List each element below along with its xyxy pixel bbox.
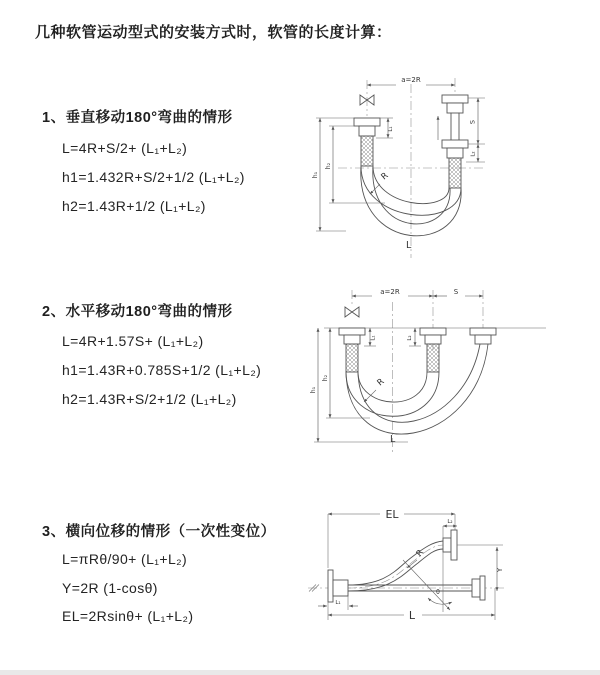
- diagram-horizontal-180-bend: [308, 282, 600, 462]
- section-2-heading: 2、水平移动180°弯曲的情形: [42, 304, 233, 320]
- label-radius-r: R: [414, 547, 427, 559]
- label-length-l: L: [406, 240, 412, 251]
- section-1-formula-h2: h2=1.43R+1/2 (L₁+L₂): [62, 198, 206, 214]
- dimension-lines: [310, 288, 483, 442]
- upper-fitting: [443, 530, 457, 560]
- dim-label-a2r: a=2R: [401, 76, 421, 84]
- curve-labels: [370, 171, 412, 251]
- section-2-formula-h1: h1=1.43R+0.785S+1/2 (L₁+L₂): [62, 362, 262, 378]
- curved-hose-position: [348, 541, 443, 591]
- section-1-heading: 1、垂直移动180°弯曲的情形: [42, 110, 233, 126]
- hose-arcs: [346, 344, 488, 434]
- dim-label-a2r: a=2R: [380, 288, 400, 296]
- dim-label-l1: L₁: [388, 126, 394, 132]
- diagram-vertical-180-bend: [310, 70, 590, 265]
- section-3-formula-y: Y=2R (1-cosθ): [62, 580, 158, 596]
- dim-label-s: S: [453, 288, 459, 296]
- label-theta: θ: [436, 589, 440, 596]
- valve-icon: [345, 307, 359, 317]
- section-3-formula-l: L=πRθ/90+ (L₁+L₂): [62, 551, 188, 567]
- dim-label-h2: h₂: [322, 374, 329, 382]
- dim-label-l2: L₂: [407, 335, 413, 341]
- right-fitting-upper-and-lower: [442, 95, 468, 188]
- dim-label-h2: h₂: [325, 162, 332, 170]
- label-radius-r: R: [375, 376, 387, 389]
- dim-label-l2: L₂: [447, 519, 453, 525]
- dim-label-h1: h₁: [312, 171, 319, 179]
- section-1-formula-h1: h1=1.432R+S/2+1/2 (L₁+L₂): [62, 169, 245, 185]
- dim-label-l2: L₂: [470, 151, 477, 157]
- section-2-formula-l: L=4R+1.57S+ (L₁+L₂): [62, 333, 204, 349]
- right-fitting: [472, 576, 485, 600]
- label-length-l: L: [390, 434, 396, 445]
- label-radius-r: R: [379, 170, 391, 183]
- section-1-formula-l: L=4R+S/2+ (L₁+L₂): [62, 140, 188, 156]
- dim-label-l1: L₁: [335, 600, 341, 606]
- section-2-formula-h2: h2=1.43R+S/2+1/2 (L₁+L₂): [62, 391, 237, 407]
- dim-label-h1: h₁: [310, 386, 317, 394]
- section-3-heading: 3、横向位移的情形（一次性变位）: [42, 524, 276, 540]
- middle-fitting: [420, 328, 446, 372]
- right-fitting: [470, 328, 496, 344]
- dim-label-s: S: [468, 119, 477, 125]
- dim-label-y: Y: [496, 567, 504, 573]
- diagram-lateral-displacement: [300, 500, 600, 645]
- left-fitting: [339, 328, 365, 372]
- left-fitting: [328, 570, 348, 602]
- page-bottom-edge: [0, 670, 600, 675]
- dim-label-l1: L₁: [370, 335, 377, 341]
- page-title: 几种软管运动型式的安装方式时，软管的长度计算：: [35, 24, 392, 41]
- left-fitting: [354, 118, 380, 166]
- dim-label-l: L: [408, 609, 416, 622]
- dim-label-el: EL: [385, 508, 399, 521]
- section-3-formula-el: EL=2Rsinθ+ (L₁+L₂): [62, 608, 194, 624]
